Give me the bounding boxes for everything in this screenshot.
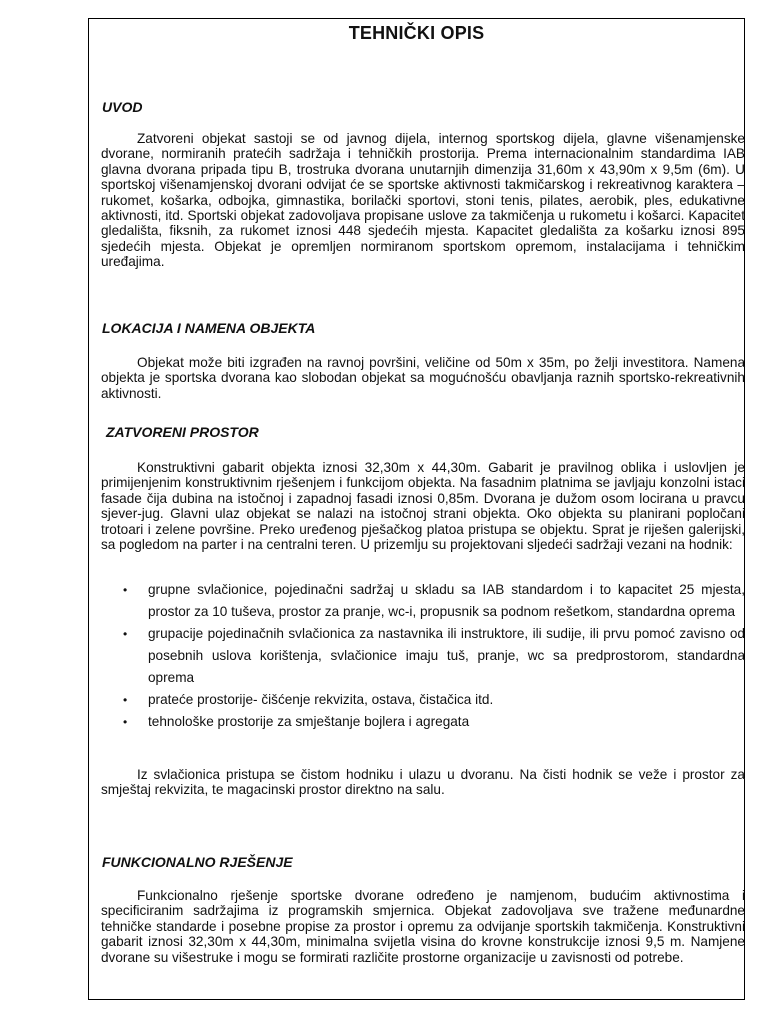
bullet-icon: • [123,715,128,729]
bullet-icon: • [123,627,128,641]
list-item-text: tehnološke prostorije za smještanje bojlera i agregata [148,714,470,729]
list-item-text: grupne svlačionice, pojedinačni sadržaj u skladu sa IAB standardom i to kapacitet 25 mjesta, prostor za 10 tuševa, prostor za pranje, wc-i, propusnik sa podnom rešetkom, standardna oprema [148,582,745,619]
section-heading-lokacija: LOKACIJA I NAMENA OBJEKTA [102,320,316,336]
section-paragraph-lokacija: Objekat može biti izgrađen na ravnoj površini, veličine od 50m x 35m, po želji investitora. Namena objekta je sportska dvorana kao slobodan objekat sa mogućnošću obavljanja raznih sportsko-rekreativnih aktivnosti. [101,355,745,401]
section-heading-funkcionalno-rjesenje: FUNKCIONALNO RJEŠENJE [102,854,293,870]
section-paragraph-zatvoreni-prostor-2: Iz svlačionica pristupa se čistom hodniku i ulazu u dvoranu. Na čisti hodnik se veže i prostor za smještaj rekvizita, te magacinski prostor direktno na salu. [101,767,745,798]
facilities-list [101,579,745,733]
bullet-icon: • [123,693,128,707]
section-heading-uvod: UVOD [102,99,143,115]
section-heading-zatvoreni-prostor: ZATVORENI PROSTOR [106,424,259,440]
list-item [101,711,745,733]
list-item [101,623,745,689]
document-title: TEHNIČKI OPIS [348,23,485,43]
document-page [88,18,745,1000]
section-paragraph-funkcionalno-rjesenje: Funkcionalno rješenje sportske dvorane određeno je namjenom, budućim aktivnostima i specificiranim sadržajima iz programskih smjernica. Objekat zadovoljava sve tražene međunardne tehničke standarde i posebne propise za prostor i opremu za odvijanje sportskih takmičenja. Konstruktivni gabarit iznosi 32,30m x 44,30m, minimalna svijetla visina do krovne konstrukcije iznosi 9,5 m. Namjene dvorane su višestruke i mogu se formirati različite prostorne organizacije u zavisnosti od potrebe. [101,888,745,965]
list-item [101,689,745,711]
section-paragraph-zatvoreni-prostor: Konstruktivni gabarit objekta iznosi 32,30m x 44,30m. Gabarit je pravilnog oblika i uslovljen je primijenjenim konstruktivnim rješenjem i funkcijom objekta. Na fasadnim platnima se javljaju konzolni istaci fasade čija dubina na istočnoj i zapadnoj fasadi iznosi 0,85m. Dvorana je dužom osom locirana u pravcu sjever-jug. Glavni ulaz objekat se nalazi na istočnoj strani objekta. Oko objekta su planirani popločani trotoari i zelene površine. Preko uređenog pješačkog platoa pristupa se objektu. Sprat je riješen galerijski, sa pogledom na parter i na centralni teren. U prizemlju su projektovani sljedeći sadržaji vezani na hodnik: [101,460,745,553]
section-paragraph-uvod: Zatvoreni objekat sastoji se od javnog dijela, internog sportskog dijela, glavne višenamjenske dvorane, normiranih pratećih sadržaja i tehničkih prostorija. Prema internacionalnim standardima IAB glavna dvorana pripada tipu B, trostruka dvorana unutarnjih dimenzija 31,60m x 43,90m x 9,5m (6m). U sportskoj višenamjenskoj dvorani odvijat će se sportske aktivnosti takmičarskog i rekreativnog karaktera – rukomet, košarka, odbojka, gimnastika, borilački sportovi, stoni tenis, pilates, aerobik, ples, edukativne aktivnosti, itd. Sportski objekat zadovoljava propisane uslove za takmičenja u rukometu i košarci. Kapacitet gledališta, fiksnih, za rukomet iznosi 448 sjedećih mjesta. Kapacitet gledališta za košarku iznosi 895 sjedećih mjesta. Objekat je opremljen normiranom sportskom opremom, instalacijama i tehničkim uređajima. [101,131,745,270]
bullet-icon: • [123,583,128,597]
list-item-text: grupacije pojedinačnih svlačionica za nastavnika ili instruktore, ili sudije, ili prvu pomoć zavisno od posebnih uslova korištenja, svlačionice imaju tuš, pranje, wc sa predprostorom, standardna oprema [148,626,745,685]
list-item-text: prateće prostorije- čišćenje rekvizita, ostava, čistačica itd. [148,692,494,707]
list-item [101,579,745,623]
